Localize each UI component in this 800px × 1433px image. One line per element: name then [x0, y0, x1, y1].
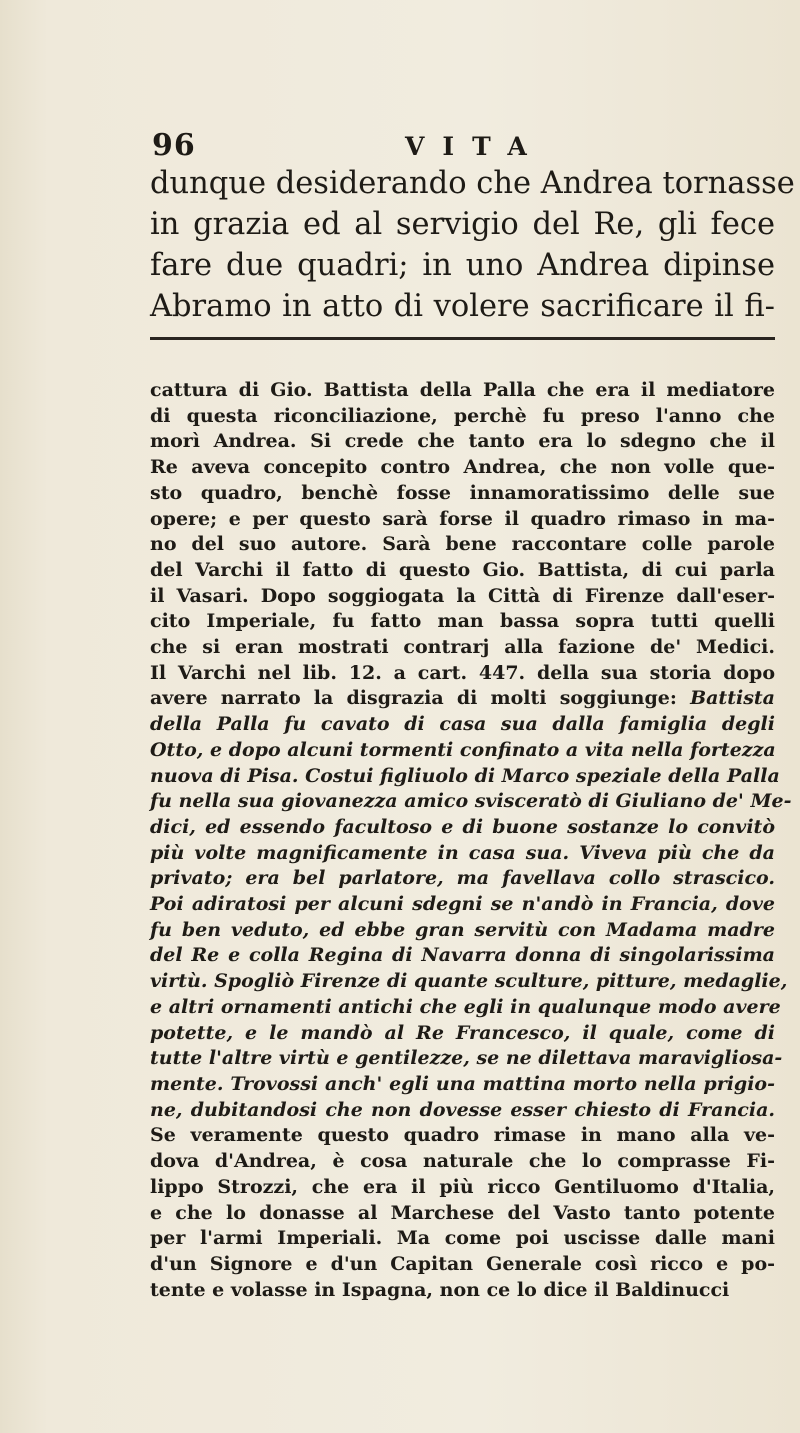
footnote-line: d'un Signore e d'un Capitan Generale così ricco e po- — [150, 1252, 775, 1275]
footnote-line: cito Imperiale, fu fatto man bassa sopra tutti quelli — [150, 610, 775, 633]
footnote-line — [150, 686, 775, 712]
footnote-line: privato; era bel parlatore, ma favellava collo strascico. — [150, 867, 775, 890]
footnote-block — [150, 378, 792, 1303]
main-text-block — [150, 163, 795, 327]
footnote-line: tutte l'altre virtù e gentilezze, se ne dilettava maravigliosa- — [150, 1047, 783, 1070]
page-number: 96 — [152, 128, 196, 163]
footnote-line: che si eran mostrati contrarj alla fazione de' Medici. — [150, 636, 775, 659]
footnote-line: Il Varchi nel lib. 12. a cart. 447. della sua storia dopo — [150, 661, 775, 684]
footnote-line: per l'armi Imperiali. Ma come poi uscisse dalle mani — [150, 1227, 775, 1250]
footnote-line: mente. Trovossi anch' egli una mattina morto nella prigio- — [150, 1072, 775, 1095]
footnote-line: Poi adiratosi per alcuni sdegni se n'andò in Francia, dove — [150, 893, 775, 916]
footnote-line: lippo Strozzi, che era il più ricco Gentiluomo d'Italia, — [150, 1175, 775, 1198]
footnote-line: della Palla fu cavato di casa sua dalla famiglia degli — [150, 713, 775, 736]
footnote-line: cattura di Gio. Battista della Palla che era il mediatore — [150, 379, 775, 401]
main-text-line: dunque desiderando che Andrea tornasse — [150, 166, 795, 201]
footnote-line: Otto, e dopo alcuni tormenti confinato a vita nella fortezza — [150, 738, 776, 761]
footnote-line: nuova di Pisa. Costui figliuolo di Marco speziale della Palla — [150, 764, 780, 787]
footnote-line: tente e volasse in Ispagna, non ce lo dice il Baldinucci — [150, 1278, 730, 1301]
page-header — [152, 128, 752, 168]
footnote-line-roman-part: avere narrato la disgrazia di molti soggiunge: — [150, 687, 691, 710]
footnote-line: il Vasari. Dopo soggiogata la Città di Firenze dall'eser- — [150, 584, 775, 607]
footnote-line: opere; e per questo sarà forse il quadro rimaso in ma- — [150, 507, 775, 530]
footnote-line: fu nella sua giovanezza amico svisceratò di Giuliano de' Me- — [150, 790, 792, 813]
footnote-line: virtù. Spogliò Firenze di quante sculture, pitture, medaglie, — [150, 970, 788, 993]
footnote-line: morì Andrea. Si crede che tanto era lo sdegno che il — [150, 430, 775, 453]
main-text-line: fare due quadri; in uno Andrea dipinse — [150, 248, 775, 283]
footnote-line: potette, e le mandò al Re Francesco, il quale, come di — [150, 1021, 775, 1044]
footnote-line: Se veramente questo quadro rimase in mano alla ve- — [150, 1124, 775, 1147]
main-text-line: in grazia ed al servigio del Re, gli fece — [150, 207, 775, 242]
footnote-line: del Re e colla Regina di Navarra donna di singolarissima — [150, 944, 775, 967]
footnote-line: dici, ed essendo facultoso e di buone sostanze lo convitò — [150, 815, 775, 838]
running-title: VITA — [405, 132, 545, 161]
footnote-line: di questa riconciliazione, perchè fu preso l'anno che — [150, 404, 775, 427]
footnote-line: Re aveva concepito contro Andrea, che non volle que- — [150, 456, 775, 479]
footnote-line: sto quadro, benchè fosse innamoratissimo delle sue — [150, 481, 775, 504]
footnote-line: più volte magnificamente in casa sua. Viveva più che da — [150, 841, 775, 864]
footnote-line: ne, dubitandosi che non dovesse esser chiesto di Francia. — [150, 1098, 775, 1121]
main-text-line: Abramo in atto di volere sacrificare il fi- — [150, 289, 775, 324]
footnote-line: fu ben veduto, ed ebbe gran servitù con Madama madre — [150, 918, 775, 941]
footnote-separator-rule — [150, 337, 775, 340]
footnote-line: e altri ornamenti antichi che egli in qualunque modo avere — [150, 995, 781, 1018]
footnote-line: e che lo donasse al Marchese del Vasto tanto potente — [150, 1201, 775, 1224]
footnote-line: dova d'Andrea, è cosa naturale che lo comprasse Fi- — [150, 1150, 775, 1173]
footnote-line: del Varchi il fatto di questo Gio. Battista, di cui parla — [150, 558, 775, 581]
footnote-line-italic-part: Battista — [690, 687, 775, 710]
footnote-line: no del suo autore. Sarà bene raccontare colle parole — [150, 533, 775, 556]
